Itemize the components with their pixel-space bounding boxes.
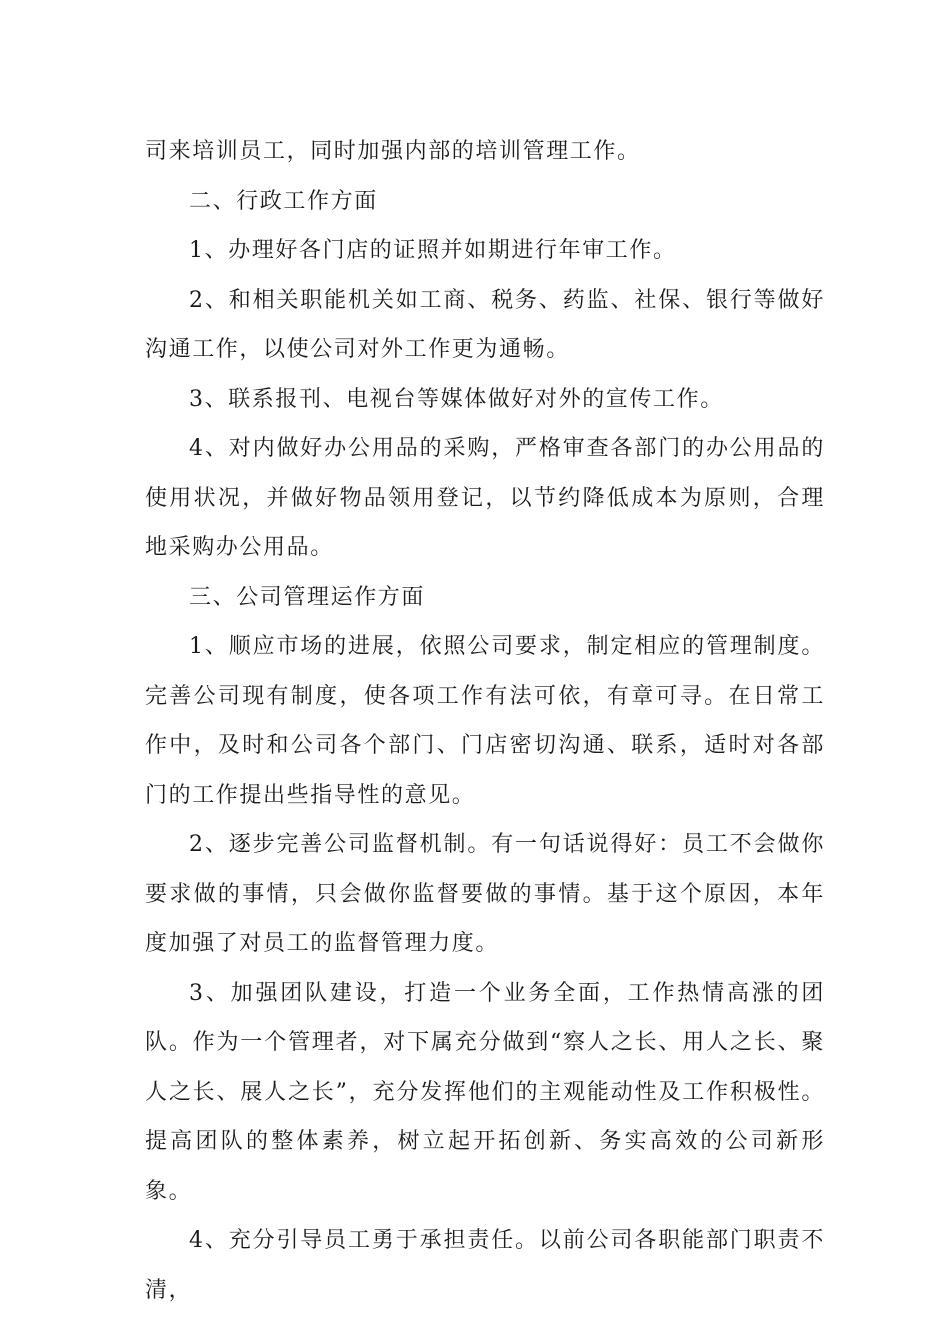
paragraph-item: 3、加强团队建设，打造一个业务全面，工作热情高涨的团队。作为一个管理者，对下属充分做到“察人之长、用人之长、聚人之长、展人之长”，充分发挥他们的主观能动性及工作积极性。提高团队的整体素养，树立起开拓创新、务实高效的公司新形象。 xyxy=(145,980,825,1204)
paragraph-item: 1、顺应市场的进展，依照公司要求，制定相应的管理制度。完善公司现有制度，使各项工作有法可依，有章可寻。在日常工作中，及时和公司各个部门、门店密切沟通、联系，适时对各部门的工作提出些指导性的意见。 xyxy=(145,634,825,808)
paragraph-item: 1、办理好各门店的证照并如期进行年审工作。 xyxy=(189,238,677,263)
paragraph-item: 3、联系报刊、电视台等媒体做好对外的宣传工作。 xyxy=(189,386,724,412)
document-body xyxy=(145,127,825,1315)
paragraph-item: 4、对内做好办公用品的采购，严格审查各部门的办公用品的使用状况，并做好物品领用登记，以节约降低成本为原则，合理地采购办公用品。 xyxy=(145,436,825,560)
paragraph-continuation: 司来培训员工，同时加强内部的培训管理工作。 xyxy=(145,139,641,164)
section-heading-management: 三、公司管理运作方面 xyxy=(189,584,426,610)
paragraph-item: 4、充分引导员工勇于承担责任。以前公司各职能部门职责不清， xyxy=(145,1228,825,1303)
section-heading-administration: 二、行政工作方面 xyxy=(189,188,378,214)
paragraph-item: 2、和相关职能机关如工商、税务、药监、社保、银行等做好沟通工作，以使公司对外工作更为通畅。 xyxy=(145,287,825,362)
paragraph-item: 2、逐步完善公司监督机制。有一句话说得好：员工不会做你要求做的事情，只会做你监督要做的事情。基于这个原因，本年度加强了对员工的监督管理力度。 xyxy=(145,832,825,956)
